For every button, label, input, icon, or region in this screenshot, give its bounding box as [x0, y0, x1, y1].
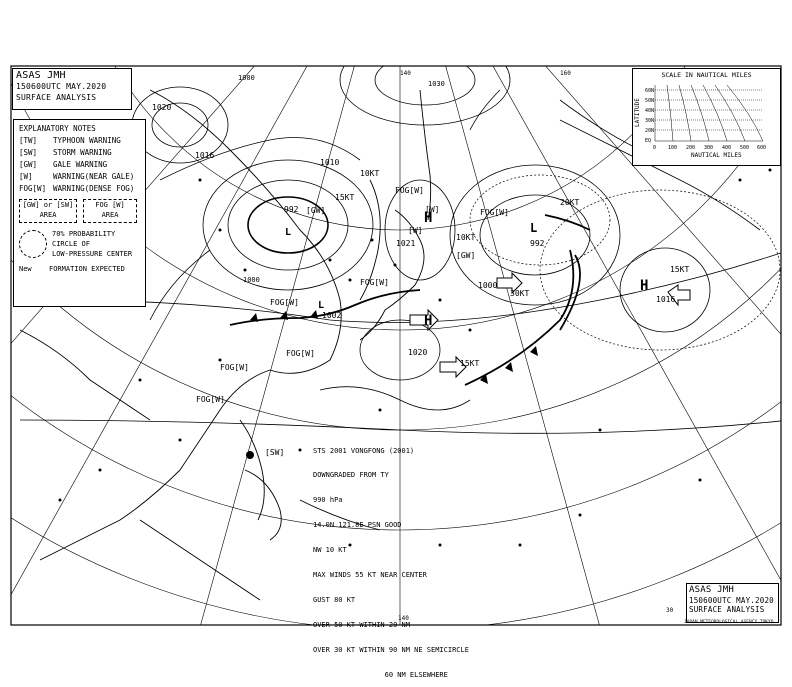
legend-item: [TW] TYPHOON WARNING — [19, 136, 121, 145]
svg-text:1000: 1000 — [243, 276, 260, 284]
center-low-ec: L — [318, 300, 325, 311]
center-high-js: H — [424, 210, 433, 226]
scale-title: SCALE IN NAUTICAL MILES — [661, 71, 752, 79]
legend-item: [GW] GALE WARNING — [19, 160, 108, 169]
svg-text:300: 300 — [704, 145, 714, 151]
svg-text:FOG[W]: FOG[W] — [480, 208, 509, 217]
legend-title: EXPLANATORY NOTES — [19, 124, 96, 133]
legend-new-label: New — [19, 265, 32, 273]
advisory-line: DOWNGRADED FROM TY — [313, 471, 389, 480]
svg-text:FOG[W]: FOG[W] — [270, 298, 299, 307]
header-top — [12, 68, 132, 110]
svg-text:FOG[W]: FOG[W] — [286, 349, 315, 358]
header-top-line1: ASAS JMH — [16, 70, 66, 81]
svg-text:60N: 60N — [645, 88, 655, 94]
svg-text:1000: 1000 — [238, 74, 255, 82]
svg-text:600: 600 — [757, 145, 767, 151]
svg-text:30KT: 30KT — [510, 289, 530, 298]
svg-text:400: 400 — [722, 145, 732, 151]
scale-nm-label: NAUTICAL MILES — [691, 152, 742, 159]
svg-text:1020: 1020 — [152, 103, 172, 112]
header-bottom-line3: SURFACE ANALYSIS — [689, 605, 765, 614]
svg-text:992: 992 — [530, 239, 545, 248]
center-low-nw: L — [285, 227, 292, 238]
advisory-line: 990 hPa — [313, 496, 343, 505]
header-top-line2: 150600UTC MAY.2020 — [16, 82, 107, 91]
center-low-ne: L — [530, 221, 538, 235]
svg-text:10KT: 10KT — [360, 169, 380, 178]
advisory-line: STS 2001 VONGFONG (2001) — [313, 446, 415, 455]
svg-text:FOG[W]: FOG[W] — [196, 395, 225, 404]
svg-text:1030: 1030 — [428, 80, 445, 88]
legend-item: FOG[W] WARNING(DENSE FOG) — [19, 184, 135, 193]
svg-text:1021: 1021 — [396, 239, 416, 248]
svg-text:[SW]: [SW] — [265, 448, 285, 457]
center-high-s: H — [424, 313, 433, 329]
advisory-line: 60 NM ELSEWHERE — [313, 670, 448, 679]
header-bottom-line2: 150600UTC MAY.2020 — [689, 596, 774, 605]
svg-text:20N: 20N — [645, 128, 655, 134]
svg-text:30: 30 — [666, 607, 674, 614]
svg-text:140: 140 — [400, 70, 411, 77]
center-high-e: H — [640, 278, 649, 294]
prob-line-1: 70% PROBABILITY — [52, 230, 116, 238]
svg-text:15KT: 15KT — [460, 359, 480, 368]
header-bottom-line1: ASAS JMH — [689, 585, 734, 595]
svg-text:15KT: 15KT — [670, 265, 690, 274]
header-bottom — [686, 583, 779, 623]
advisory-line: GUST 80 KT — [313, 595, 356, 604]
scale-graph — [633, 79, 780, 159]
advisory-line: NW 10 KT — [313, 546, 347, 555]
svg-text:1000: 1000 — [478, 281, 498, 290]
svg-text:EQ: EQ — [645, 138, 652, 144]
svg-text:160: 160 — [560, 70, 571, 77]
svg-text:40N: 40N — [645, 108, 655, 114]
svg-text:20KT: 20KT — [560, 198, 580, 207]
legend-item: [W] WARNING(NEAR GALE) — [19, 172, 135, 181]
legend-area-gw-sw: [GW] or [SW] AREA — [19, 199, 77, 223]
advisory-line: OVER 30 KT WITHIN 90 NM NE SEMICIRCLE — [313, 645, 469, 654]
svg-text:140: 140 — [398, 615, 409, 622]
legend-item: [SW] STORM WARNING — [19, 148, 112, 157]
svg-text:[GW]: [GW] — [456, 251, 476, 260]
svg-text:1016: 1016 — [195, 151, 215, 160]
svg-text:50N: 50N — [645, 98, 655, 104]
svg-text:1010: 1010 — [320, 158, 340, 167]
probability-circle-icon — [19, 230, 47, 258]
svg-text:100: 100 — [668, 145, 678, 151]
svg-text:[W]: [W] — [408, 226, 423, 235]
svg-text:10KT: 10KT — [456, 233, 476, 242]
svg-text:1016: 1016 — [656, 295, 676, 304]
svg-text:0: 0 — [653, 145, 657, 151]
svg-text:992: 992 — [284, 205, 299, 214]
agency-credit: JAPAN METEOROLOGICAL AGENCY TOKYO — [684, 620, 774, 625]
svg-text:15KT: 15KT — [335, 193, 355, 202]
svg-text:1020: 1020 — [408, 348, 428, 357]
prob-line-3: LOW-PRESSURE CENTER — [52, 250, 133, 258]
svg-text:500: 500 — [740, 145, 750, 151]
typhoon-advisory — [313, 430, 469, 687]
header-top-line3: SURFACE ANALYSIS — [16, 93, 97, 102]
prob-line-2: CIRCLE OF — [52, 240, 90, 248]
svg-text:FOG[W]: FOG[W] — [395, 186, 424, 195]
advisory-line: OVER 50 KT WITHIN 20 NM — [313, 620, 410, 629]
scale-panel — [632, 68, 781, 166]
scale-lat-label: LATITUDE — [634, 98, 641, 127]
legend-new-text: FORMATION EXPECTED — [49, 265, 125, 273]
svg-text:30N: 30N — [645, 118, 655, 124]
svg-text:FOG[W]: FOG[W] — [360, 278, 389, 287]
legend-panel — [13, 119, 146, 307]
legend-area-fog: FOG [W] AREA — [83, 199, 137, 223]
svg-text:[GW]: [GW] — [306, 206, 326, 215]
svg-text:FOG[W]: FOG[W] — [220, 363, 249, 372]
advisory-line: MAX WINDS 55 KT NEAR CENTER — [313, 571, 427, 580]
svg-text:200: 200 — [686, 145, 696, 151]
svg-text:[W]: [W] — [425, 205, 440, 214]
advisory-line: 14.0N 121.8E PSN GOOD — [313, 521, 402, 530]
svg-text:1002: 1002 — [322, 311, 342, 320]
